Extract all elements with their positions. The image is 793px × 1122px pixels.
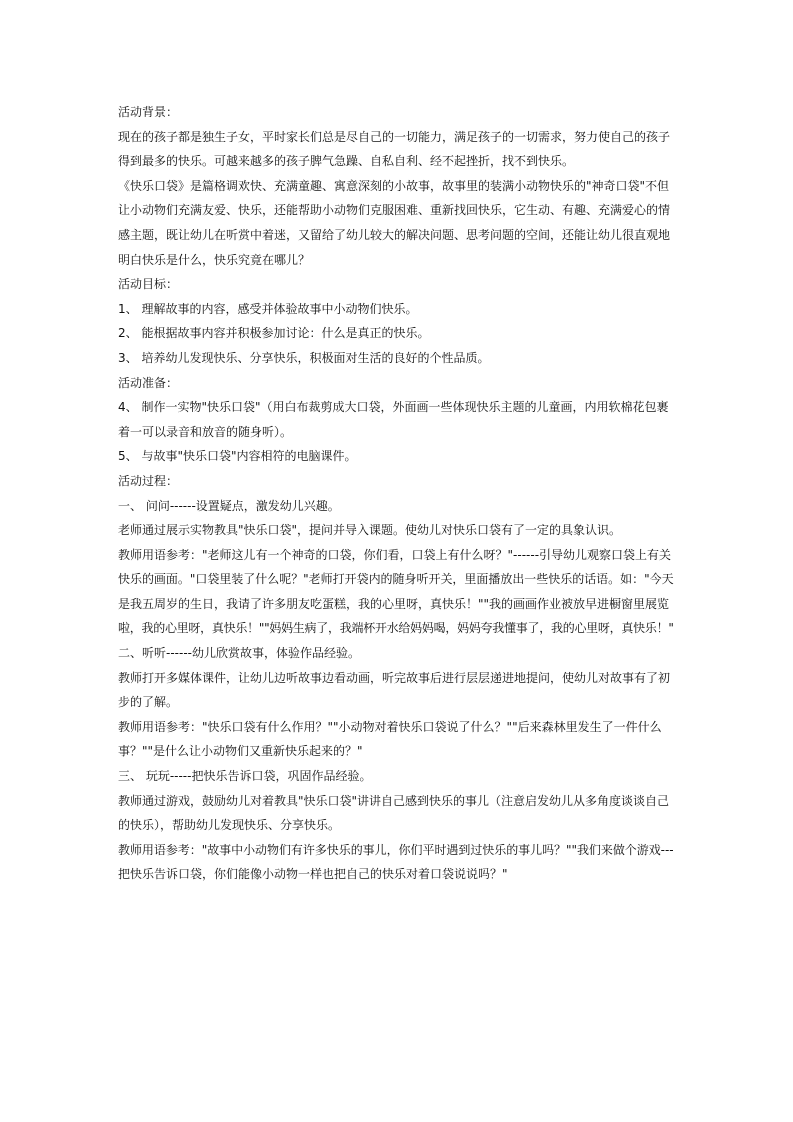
list-item: 4、 制作一实物"快乐口袋"（用白布裁剪成大口袋，外面画一些体现快乐主题的儿童画，内用软棉花包裹 (118, 400, 669, 415)
step-heading: 三、 玩玩-----把快乐告诉口袋，巩固作品经验。 (118, 769, 372, 784)
text-line: 教师用语参考："故事中小动物们有许多快乐的事儿，你们平时遇到过快乐的事儿吗？""我们来做个游戏--- (118, 842, 674, 857)
section-heading-preparation: 活动准备： (118, 375, 179, 390)
section-heading-process: 活动过程： (118, 473, 179, 488)
text-line: 感主题，既让幼儿在听赏中着迷，又留给了幼儿较大的解决问题、思考问题的空间，还能让幼儿很直观地 (118, 227, 671, 242)
text-line: 教师打开多媒体课件，让幼儿边听故事边看动画，听完故事后进行层层递进地提问，使幼儿对故事有了初 (118, 670, 671, 685)
text-line: 教师通过游戏，鼓励幼儿对着教具"快乐口袋"讲讲自己感到快乐的事儿（注意启发幼儿从多角度谈谈自己 (118, 793, 670, 808)
section-heading-goals: 活动目标： (118, 277, 179, 292)
section-heading-background: 活动背景： (118, 105, 179, 119)
text-line: 啦，我的心里呀，真快乐！""妈妈生病了，我端杯开水给妈妈喝，妈妈夸我懂事了，我的心里呀，真快乐！" (118, 621, 674, 636)
text-line: 把快乐告诉口袋，你们能像小动物一样也把自己的快乐对着口袋说说吗？" (118, 867, 508, 882)
text-line: 明白快乐是什么，快乐究竟在哪儿？ (118, 252, 311, 267)
text-line: 得到最多的快乐。可越来越多的孩子脾气急躁、自私自利、经不起挫折，找不到快乐。 (118, 154, 575, 169)
text-line: 《快乐口袋》是篇格调欢快、充满童趣、寓意深刻的小故事，故事里的装满小动物快乐的"神奇口袋"不但 (118, 178, 670, 193)
text-line: 事？""是什么让小动物们又重新快乐起来的？" (118, 744, 363, 759)
text-line: 是我五周岁的生日，我请了许多朋友吃蛋糕，我的心里呀，真快乐！""我的画画作业被放早进橱窗里展览 (118, 596, 670, 611)
list-item: 2、 能根据故事内容并积极参加讨论：什么是真正的快乐。 (118, 326, 430, 341)
text-line: 让小动物们充满友爱、快乐，还能帮助小动物们克服困难、重新找回快乐，它生动、有趣、充满爱心的情 (118, 203, 671, 218)
list-item: 3、 培养幼儿发现快乐、分享快乐，积极面对生活的良好的个性品质。 (118, 350, 490, 365)
text-line: 教师用语参考："快乐口袋有什么作用？""小动物对着快乐口袋说了什么？""后来森林里发生了一件什么 (118, 719, 662, 734)
text-line: 快乐的画面。"口袋里装了什么呢？"老师打开袋内的随身听开关，里面播放出一些快乐的话语。如："今天 (118, 572, 674, 587)
text-line: 现在的孩子都是独生子女，平时家长们总是尽自己的一切能力，满足孩子的一切需求，努力使自己的孩子 (118, 129, 671, 144)
list-item: 5、 与故事"快乐口袋"内容相符的电脑课件。 (118, 449, 357, 464)
text-line: 教师用语参考："老师这儿有一个神奇的口袋，你们看，口袋上有什么呀？"------引导幼儿观察口袋上有关 (118, 547, 672, 562)
document-body (118, 100, 674, 887)
text-line: 步的了解。 (118, 695, 179, 710)
text-line: 着一可以录音和放音的随身听）。 (118, 424, 293, 439)
list-item: 1、 理解故事的内容，感受并体验故事中小动物们快乐。 (118, 301, 418, 316)
step-heading: 二、听听------幼儿欣赏故事，体验作品经验。 (118, 646, 360, 661)
step-heading: 一、 问问------设置疑点，激发幼儿兴趣。 (118, 498, 340, 513)
text-line: 的快乐），帮助幼儿发现快乐、分享快乐。 (118, 818, 341, 833)
text-line: 老师通过展示实物教具"快乐口袋"，提问并导入课题。使幼儿对快乐口袋有了一定的具象认识。 (118, 523, 622, 538)
